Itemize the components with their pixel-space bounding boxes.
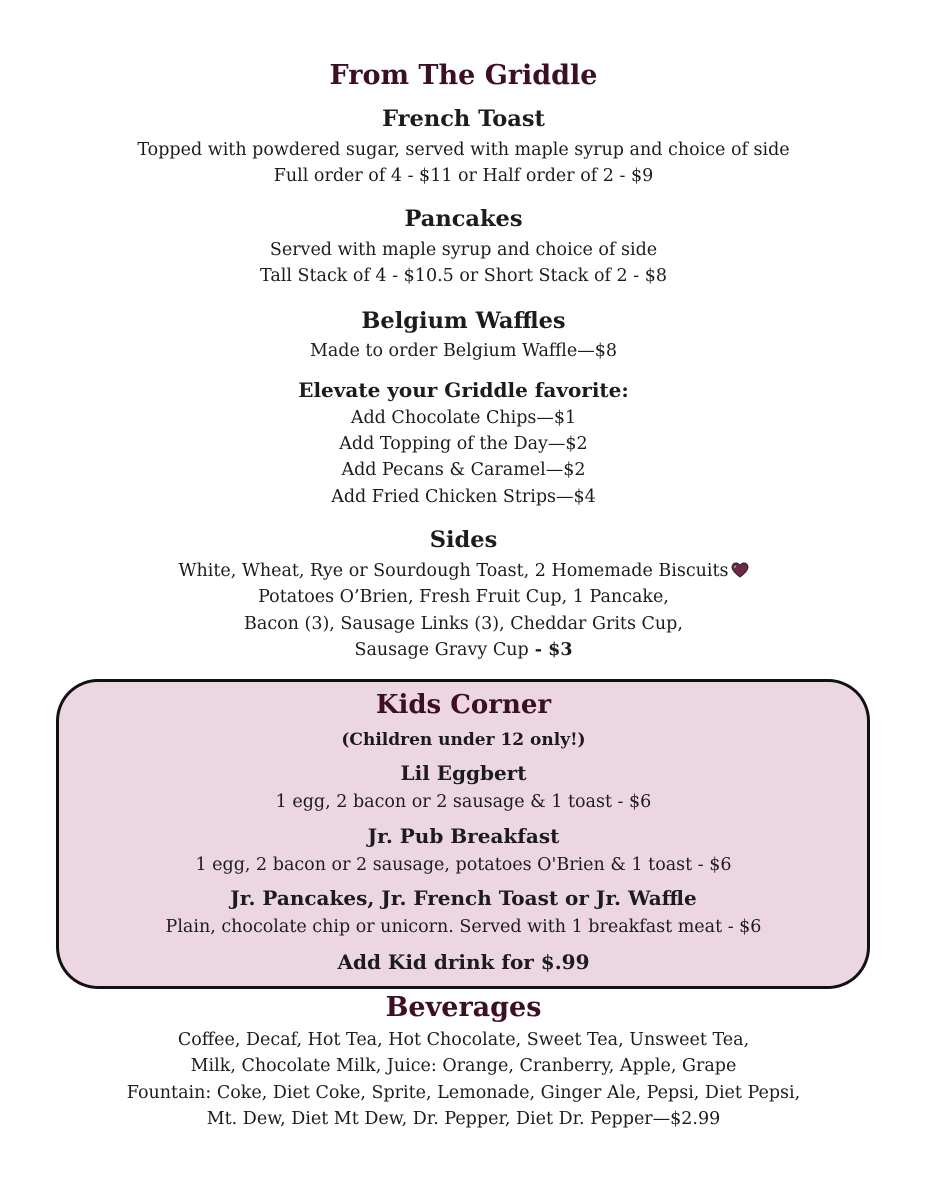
kids-item-name: Jr. Pancakes, Jr. French Toast or Jr. Waffle — [230, 886, 697, 910]
elevate-item: Add Chocolate Chips—$1 — [350, 408, 577, 428]
beverages-line: Mt. Dew, Diet Mt Dew, Dr. Pepper, Diet Dr. Pepper—$2.99 — [206, 1109, 721, 1129]
french-toast-title: French Toast — [382, 106, 545, 132]
kids-item-desc: 1 egg, 2 bacon or 2 sausage & 1 toast - $6 — [275, 792, 652, 812]
kids-title: Kids Corner — [375, 690, 552, 720]
sides-line-4-text: Sausage Gravy Cup — [354, 640, 529, 660]
beverages-line: Milk, Chocolate Milk, Juice: Orange, Cranberry, Apple, Grape — [190, 1056, 737, 1076]
sides-heading: Sides — [429, 527, 498, 553]
sides-line-2: Potatoes O’Brien, Fresh Fruit Cup, 1 Pancake, — [258, 587, 669, 607]
beverages-line: Coffee, Decaf, Hot Tea, Hot Chocolate, Sweet Tea, Unsweet Tea, — [177, 1030, 750, 1050]
waffles-desc: Made to order Belgium Waffle—$8 — [309, 341, 618, 361]
elevate-item: Add Fried Chicken Strips—$4 — [331, 487, 596, 507]
french-toast-desc: Topped with powdered sugar, served with maple syrup and choice of side — [137, 140, 790, 160]
waffles-title: Belgium Waffles — [361, 308, 566, 334]
elevate-heading: Elevate your Griddle favorite: — [298, 378, 629, 402]
kids-item-desc: 1 egg, 2 bacon or 2 sausage, potatoes O'Brien & 1 toast - $6 — [195, 855, 732, 875]
kids-item-name: Jr. Pub Breakfast — [367, 824, 560, 848]
kids-subtitle: (Children under 12 only!) — [341, 730, 586, 750]
sides-line-1 — [0, 561, 927, 583]
kids-item-desc: Plain, chocolate chip or unicorn. Served with 1 breakfast meat - $6 — [165, 917, 762, 937]
pancakes-desc: Served with maple syrup and choice of side — [269, 240, 658, 260]
sides-line-4 — [0, 640, 927, 660]
kids-drink: Add Kid drink for $.99 — [337, 950, 590, 974]
elevate-item: Add Topping of the Day—$2 — [339, 434, 588, 454]
beverages-line: Fountain: Coke, Diet Coke, Sprite, Lemonade, Ginger Ale, Pepsi, Diet Pepsi, — [126, 1083, 801, 1103]
sides-price: - $3 — [528, 640, 573, 660]
elevate-item: Add Pecans & Caramel—$2 — [341, 460, 586, 480]
griddle-title: From The Griddle — [329, 60, 598, 91]
pancakes-title: Pancakes — [404, 206, 523, 232]
sides-line-3: Bacon (3), Sausage Links (3), Cheddar Grits Cup, — [244, 614, 683, 634]
kids-item-name: Lil Eggbert — [400, 761, 527, 785]
beverages-title: Beverages — [385, 992, 542, 1023]
pancakes-price: Tall Stack of 4 - $10.5 or Short Stack of 2 - $8 — [260, 266, 667, 286]
heart-icon — [731, 562, 749, 583]
sides-line-1-text: White, Wheat, Rye or Sourdough Toast, 2 Homemade Biscuits — [178, 561, 729, 581]
french-toast-price: Full order of 4 - $11 or Half order of 2 - $9 — [273, 166, 654, 186]
